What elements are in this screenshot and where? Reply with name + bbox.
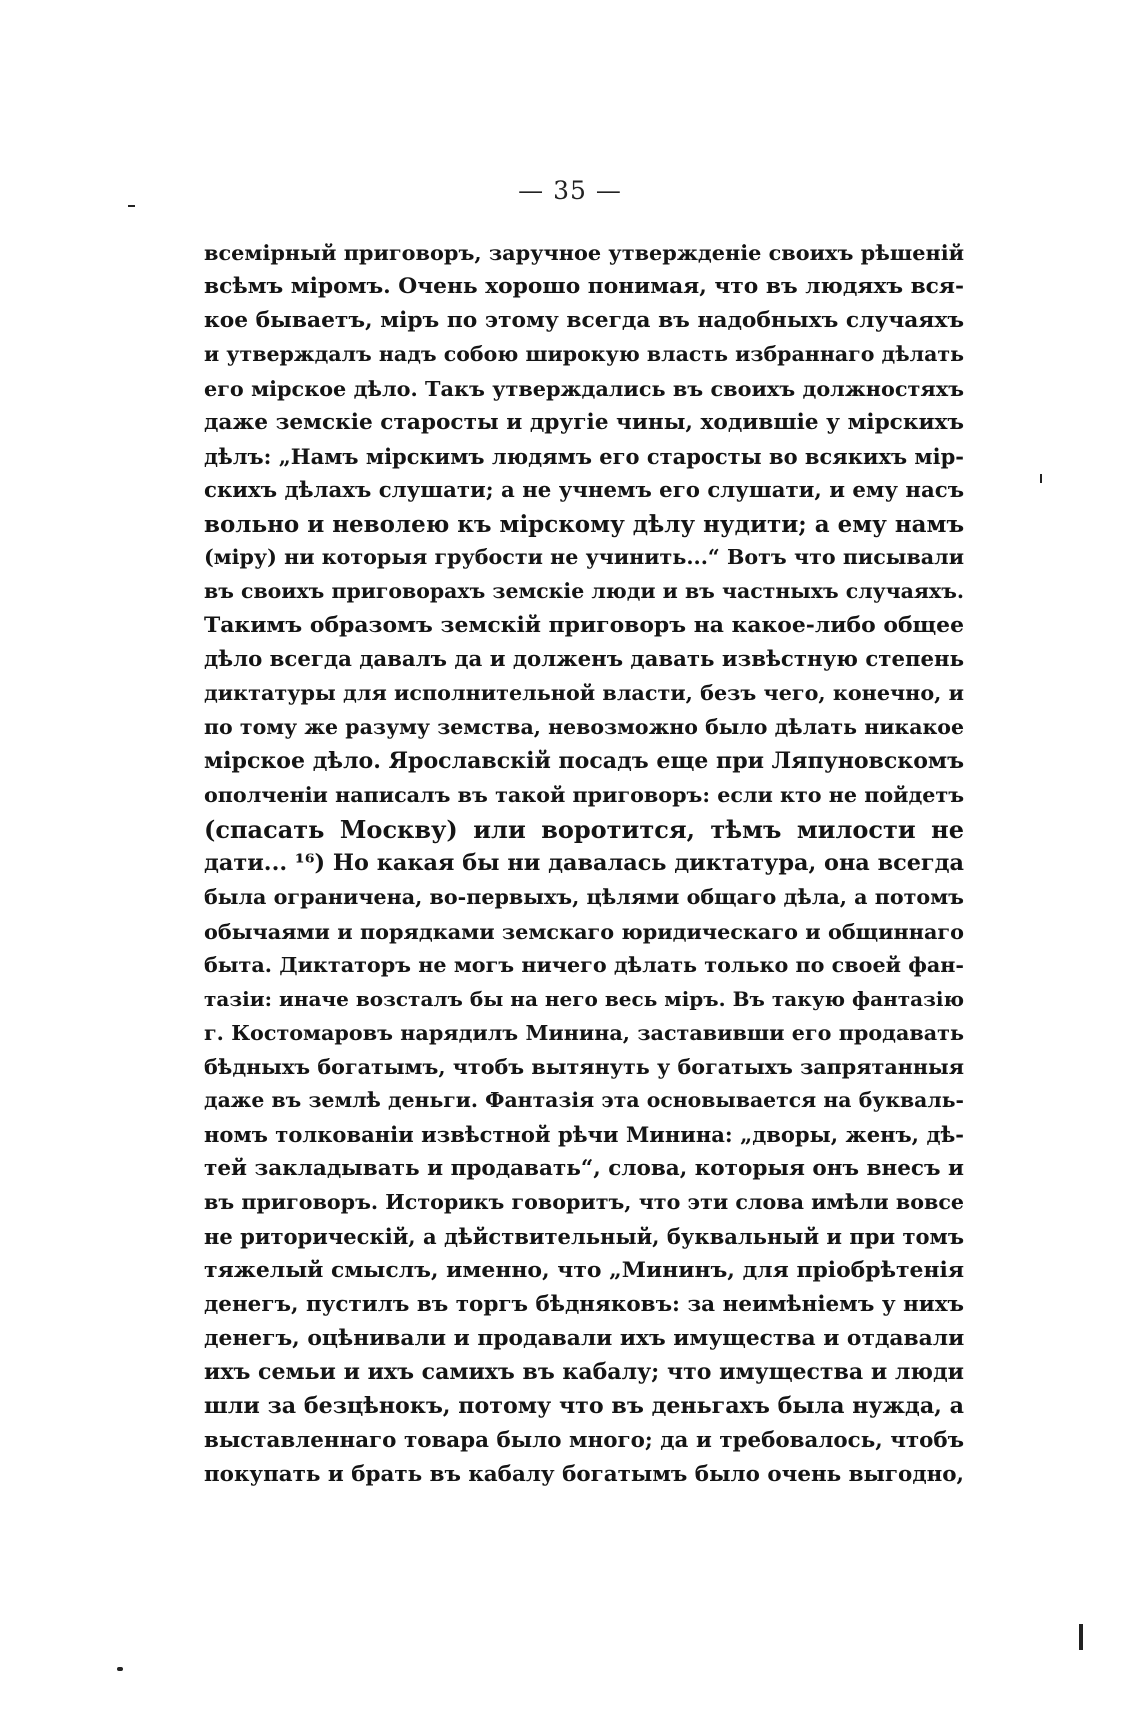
text-line: [204, 1051, 964, 1085]
text-line: [204, 474, 964, 508]
text-line-content: всемірный приговоръ, заручное утвержденіе своихъ рѣшеній: [204, 240, 964, 265]
text-line-content: бѣдныхъ богатымъ, чтобъ вытянуть у богатыхъ запрятанныя: [204, 1054, 964, 1079]
text-line-content: даже въ землѣ деньги. Фантазія эта основывается на букваль-: [204, 1088, 964, 1113]
text-line-content: скихъ дѣлахъ слушати; а не учнемъ его слушати, и ему насъ: [204, 477, 964, 503]
text-line-content: дѣло всегда давалъ да и долженъ давать извѣстную степень: [204, 647, 964, 673]
text-line-content: ихъ семьи и ихъ самихъ въ кабалу; что имущества и люди: [204, 1358, 964, 1385]
text-line: [204, 1322, 964, 1356]
text-line: [204, 508, 964, 542]
text-line: [204, 881, 964, 915]
text-line: [204, 372, 964, 406]
text-line: [204, 1017, 964, 1051]
text-line-content: (спасать Москву) или воротится, тѣмъ милости не: [204, 814, 964, 844]
text-line-content: денегъ, пустилъ въ торгъ бѣдняковъ: за неимѣніемъ у нихъ: [204, 1292, 964, 1318]
body-text: [204, 236, 964, 1492]
text-line-content: (міру) ни которыя грубости не учинить...“ Вотъ что писывали: [204, 545, 964, 570]
text-line-content: мірское дѣло. Ярославскій посадъ еще при Ляпуновскомъ: [204, 748, 964, 775]
text-line-content: быта. Диктаторъ не могъ ничего дѣлать только по своей фан-: [204, 952, 964, 977]
text-line: [204, 236, 964, 270]
text-line-content: не риторическій, а дѣйствительный, буквальный и при томъ: [204, 1224, 964, 1250]
text-line-content: и утверждалъ надъ собою широкую власть избраннаго дѣлать: [204, 341, 964, 366]
text-line-content: Такимъ образомъ земскій приговоръ на какое-либо общее: [204, 612, 964, 639]
text-line: [204, 949, 964, 983]
text-line-content: денегъ, оцѣнивали и продавали ихъ имущества и отдавали: [204, 1326, 964, 1351]
scan-mark: [1040, 474, 1042, 483]
text-line-content: въ приговоръ. Историкъ говоритъ, что эти слова имѣли вовсе: [204, 1190, 964, 1215]
text-line-content: шли за безцѣнокъ, потому что въ деньгахъ была нужда, а: [204, 1392, 964, 1419]
text-line: [204, 711, 964, 745]
text-line: [204, 915, 964, 949]
text-line: [204, 745, 964, 779]
text-line-content: въ своихъ приговорахъ земскіе люди и въ частныхъ случаяхъ.: [204, 579, 964, 604]
text-line: [204, 983, 964, 1017]
text-line: [204, 1288, 964, 1322]
scan-mark: [128, 205, 135, 207]
text-line-content: тей закладывать и продавать“, слова, которыя онъ внесъ и: [204, 1156, 964, 1182]
text-line: [204, 677, 964, 711]
text-line: [204, 575, 964, 609]
text-line-content: дати... ¹⁶) Но какая бы ни давалась диктатура, она всегда: [204, 849, 964, 876]
text-line: [204, 1424, 964, 1458]
text-line: [204, 541, 964, 575]
page-number: — 35 —: [518, 176, 622, 205]
text-line-content: обычаями и порядками земскаго юридическаго и общиннаго: [204, 918, 964, 944]
scan-mark: [1079, 1624, 1083, 1650]
text-line-content: ополченіи написалъ въ такой приговоръ: если кто не пойдетъ: [204, 783, 964, 807]
text-line-content: номъ толкованіи извѣстной рѣчи Минина: „дворы, женъ, дѣ-: [204, 1122, 964, 1148]
text-line-content: тазіи: иначе возсталъ бы на него весь міръ. Въ такую фантазію: [204, 986, 964, 1011]
text-line: [204, 1220, 964, 1254]
text-line-content: диктатуры для исполнительной власти, безъ чего, конечно, и: [204, 681, 964, 706]
text-line: [204, 609, 964, 643]
text-line: [204, 813, 964, 847]
text-line: [204, 1118, 964, 1152]
text-line-content: выставленнаго товара было много; да и требовалось, чтобъ: [204, 1427, 964, 1453]
text-line: [204, 304, 964, 338]
text-line: [204, 270, 964, 304]
text-line-content: тяжелый смыслъ, именно, что „Мининъ, для пріобрѣтенія: [204, 1257, 964, 1284]
text-line: [204, 1152, 964, 1186]
text-line: [204, 779, 964, 813]
text-line-content: г. Костомаровъ нарядилъ Минина, заставивши его продавать: [204, 1020, 964, 1045]
text-line: [204, 1084, 964, 1118]
text-line: [204, 1458, 964, 1492]
text-line: [204, 1390, 964, 1424]
text-line-content: вольно и неволею къ мірскому дѣлу нудити; а ему намъ: [204, 510, 964, 538]
text-line: [204, 643, 964, 677]
text-line: [204, 1356, 964, 1390]
text-line: [204, 406, 964, 440]
text-line-content: покупать и брать въ кабалу богатымъ было очень выгодно,: [204, 1461, 964, 1487]
scan-mark: [117, 1667, 123, 1671]
text-line-content: всѣмъ міромъ. Очень хорошо понимая, что въ людяхъ вся-: [204, 273, 964, 299]
text-line-content: даже земскіе старосты и другіе чины, ходившіе у мірскихъ: [204, 409, 964, 435]
text-line-content: по тому же разуму земства, невозможно было дѣлать никакое: [204, 715, 964, 740]
text-line-content: была ограничена, во-первыхъ, цѣлями общаго дѣла, а потомъ: [204, 884, 964, 909]
text-line: [204, 847, 964, 881]
text-line-content: дѣлъ: „Намъ мірскимъ людямъ его старосты во всякихъ мір-: [204, 443, 964, 469]
text-line-content: кое бываетъ, міръ по этому всегда въ надобныхъ случаяхъ: [204, 307, 964, 333]
text-line-content: его мірское дѣло. Такъ утверждались въ своихъ должностяхъ: [204, 375, 964, 401]
text-line: [204, 440, 964, 474]
text-line: [204, 1186, 964, 1220]
text-line: [204, 338, 964, 372]
text-line: [204, 1254, 964, 1288]
